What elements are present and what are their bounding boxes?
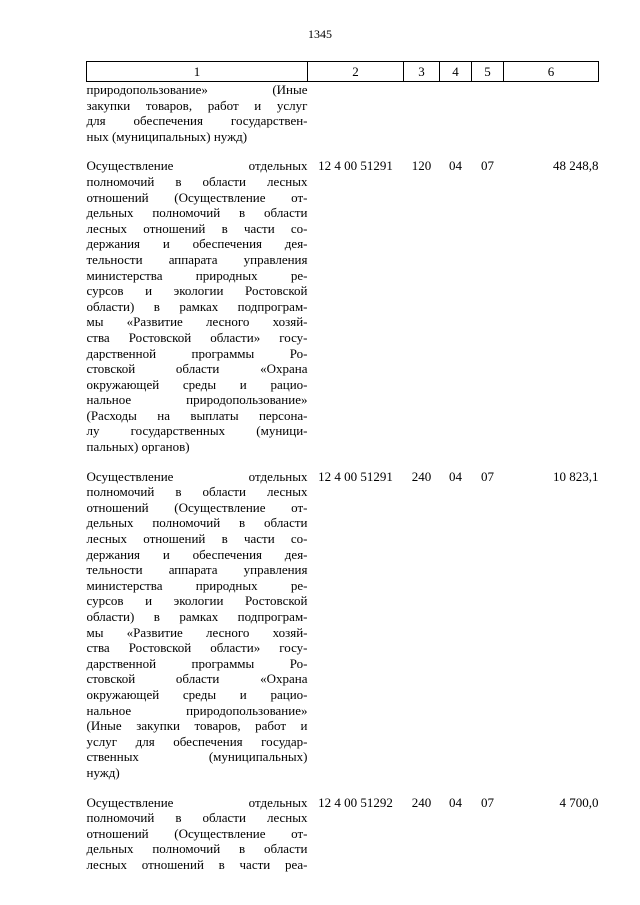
amount-cell bbox=[504, 82, 599, 145]
expense-name-line: отношений (Осуществление от- bbox=[86, 499, 308, 515]
expense-name-line: области) в рамках подпрограм- bbox=[86, 298, 308, 314]
section-cell bbox=[440, 82, 472, 145]
expense-name-line: услуг для обеспечения государ- bbox=[86, 733, 308, 749]
expense-name-line: полномочий в области лесных bbox=[86, 810, 308, 826]
amount-cell: 10 823,1 bbox=[553, 468, 599, 484]
expense-name-line: для обеспечения государствен- bbox=[86, 113, 308, 129]
amount-cell: 48 248,8 bbox=[553, 158, 599, 174]
table-row bbox=[87, 795, 599, 873]
section-cell: 04 bbox=[449, 468, 462, 484]
expense-name-line: Осуществление отдельных bbox=[86, 468, 308, 484]
expense-name-cell bbox=[87, 469, 308, 781]
expense-name-line: отношений (Осуществление от- bbox=[86, 189, 308, 205]
expense-name-line: ных (муниципальных) нужд) bbox=[86, 128, 248, 144]
expense-type-cell: 240 bbox=[411, 794, 432, 810]
expense-name-line: нужд) bbox=[86, 764, 120, 780]
header-col-1: 1 bbox=[87, 62, 308, 82]
expense-name-line: дельных полномочий в области bbox=[86, 205, 308, 221]
row-separator bbox=[87, 781, 599, 795]
expense-name-cell bbox=[87, 795, 308, 873]
header-col-5: 5 bbox=[472, 62, 504, 82]
expense-name-line: министерства природных ре- bbox=[86, 267, 308, 283]
expense-name-line: природопользование» (Иные bbox=[86, 82, 308, 97]
subsection-cell bbox=[472, 82, 504, 145]
expense-name-line: полномочий в области лесных bbox=[86, 484, 308, 500]
expense-name-cell bbox=[87, 82, 308, 145]
table-row bbox=[87, 469, 599, 781]
expense-type-cell: 120 bbox=[411, 158, 432, 174]
expense-name-line: дарственной программы Ро- bbox=[86, 345, 308, 361]
expense-name-line: дарственной программы Ро- bbox=[86, 655, 308, 671]
subsection-cell: 07 bbox=[481, 794, 494, 810]
expense-name-line: ства Ростовской области» госу- bbox=[86, 640, 308, 656]
expense-name-line: ственных (муниципальных) bbox=[86, 749, 308, 765]
target-article-code-cell bbox=[308, 82, 404, 145]
header-col-6: 6 bbox=[504, 62, 599, 82]
expense-name-line: (Иные закупки товаров, работ и bbox=[86, 718, 308, 734]
section-cell: 04 bbox=[449, 158, 462, 174]
expense-name-line: дельных полномочий в области bbox=[86, 841, 308, 857]
expense-name-line: дельных полномочий в области bbox=[86, 515, 308, 531]
expense-name-line: стовской области «Охрана bbox=[86, 361, 308, 377]
expense-name-line: лу государственных (муници- bbox=[86, 423, 308, 439]
expense-type-cell bbox=[404, 82, 440, 145]
header-col-3: 3 bbox=[404, 62, 440, 82]
expense-name-line: держания и обеспечения дея- bbox=[86, 546, 308, 562]
expense-name-line: нальное природопользование» bbox=[86, 392, 308, 408]
target-article-code-cell: 12 4 00 51292 bbox=[318, 794, 393, 810]
expense-name-line: Осуществление отдельных bbox=[86, 158, 308, 174]
header-col-4: 4 bbox=[440, 62, 472, 82]
expense-name-line: полномочий в области лесных bbox=[86, 173, 308, 189]
expense-name-line: нальное природопользование» bbox=[86, 702, 308, 718]
expense-name-line: Осуществление отдельных bbox=[86, 794, 308, 810]
budget-table bbox=[86, 61, 599, 873]
expense-name-line: ства Ростовской области» госу- bbox=[86, 329, 308, 345]
expense-name-line: пальных) органов) bbox=[86, 439, 190, 455]
expense-name-line: мы «Развитие лесного хозяй- bbox=[86, 624, 308, 640]
section-cell: 04 bbox=[449, 794, 462, 810]
target-article-code-cell: 12 4 00 51291 bbox=[318, 468, 393, 484]
expense-name-line: отношений (Осуществление от- bbox=[86, 825, 308, 841]
table-row bbox=[87, 158, 599, 454]
expense-name-line: министерства природных ре- bbox=[86, 577, 308, 593]
expense-name-line: тельности аппарата управления bbox=[86, 251, 308, 267]
expense-name-line: (Расходы на выплаты персона- bbox=[86, 407, 308, 423]
target-article-code-cell: 12 4 00 51291 bbox=[318, 158, 393, 174]
expense-name-line: области) в рамках подпрограм- bbox=[86, 609, 308, 624]
header-col-2: 2 bbox=[308, 62, 404, 82]
table-body bbox=[87, 82, 599, 873]
table-row bbox=[87, 82, 599, 145]
page-number: 1345 bbox=[308, 27, 332, 41]
expense-name-line: сурсов и экологии Ростовской bbox=[86, 593, 308, 609]
row-separator bbox=[87, 455, 599, 469]
expense-name-line: сурсов и экологии Ростовской bbox=[86, 283, 308, 299]
expense-name-line: закупки товаров, работ и услуг bbox=[86, 97, 308, 113]
expense-name-line: окружающей среды и рацио- bbox=[86, 686, 308, 702]
expense-name-line: лесных отношений в части со- bbox=[86, 531, 308, 547]
table-header-row bbox=[87, 62, 599, 82]
expense-name-line: лесных отношений в части реа- bbox=[86, 856, 308, 872]
expense-name-line: тельности аппарата управления bbox=[86, 562, 308, 578]
expense-name-line: мы «Развитие лесного хозяй- bbox=[86, 314, 308, 330]
expense-name-line: лесных отношений в части со- bbox=[86, 220, 308, 236]
row-separator bbox=[87, 144, 599, 158]
expense-name-cell bbox=[87, 158, 308, 454]
expense-type-cell: 240 bbox=[411, 468, 432, 484]
amount-cell: 4 700,0 bbox=[559, 794, 599, 810]
subsection-cell: 07 bbox=[481, 158, 494, 174]
expense-name-line: держания и обеспечения дея- bbox=[86, 236, 308, 252]
expense-name-line: стовской области «Охрана bbox=[86, 671, 308, 687]
expense-name-line: окружающей среды и рацио- bbox=[86, 376, 308, 392]
subsection-cell: 07 bbox=[481, 468, 494, 484]
